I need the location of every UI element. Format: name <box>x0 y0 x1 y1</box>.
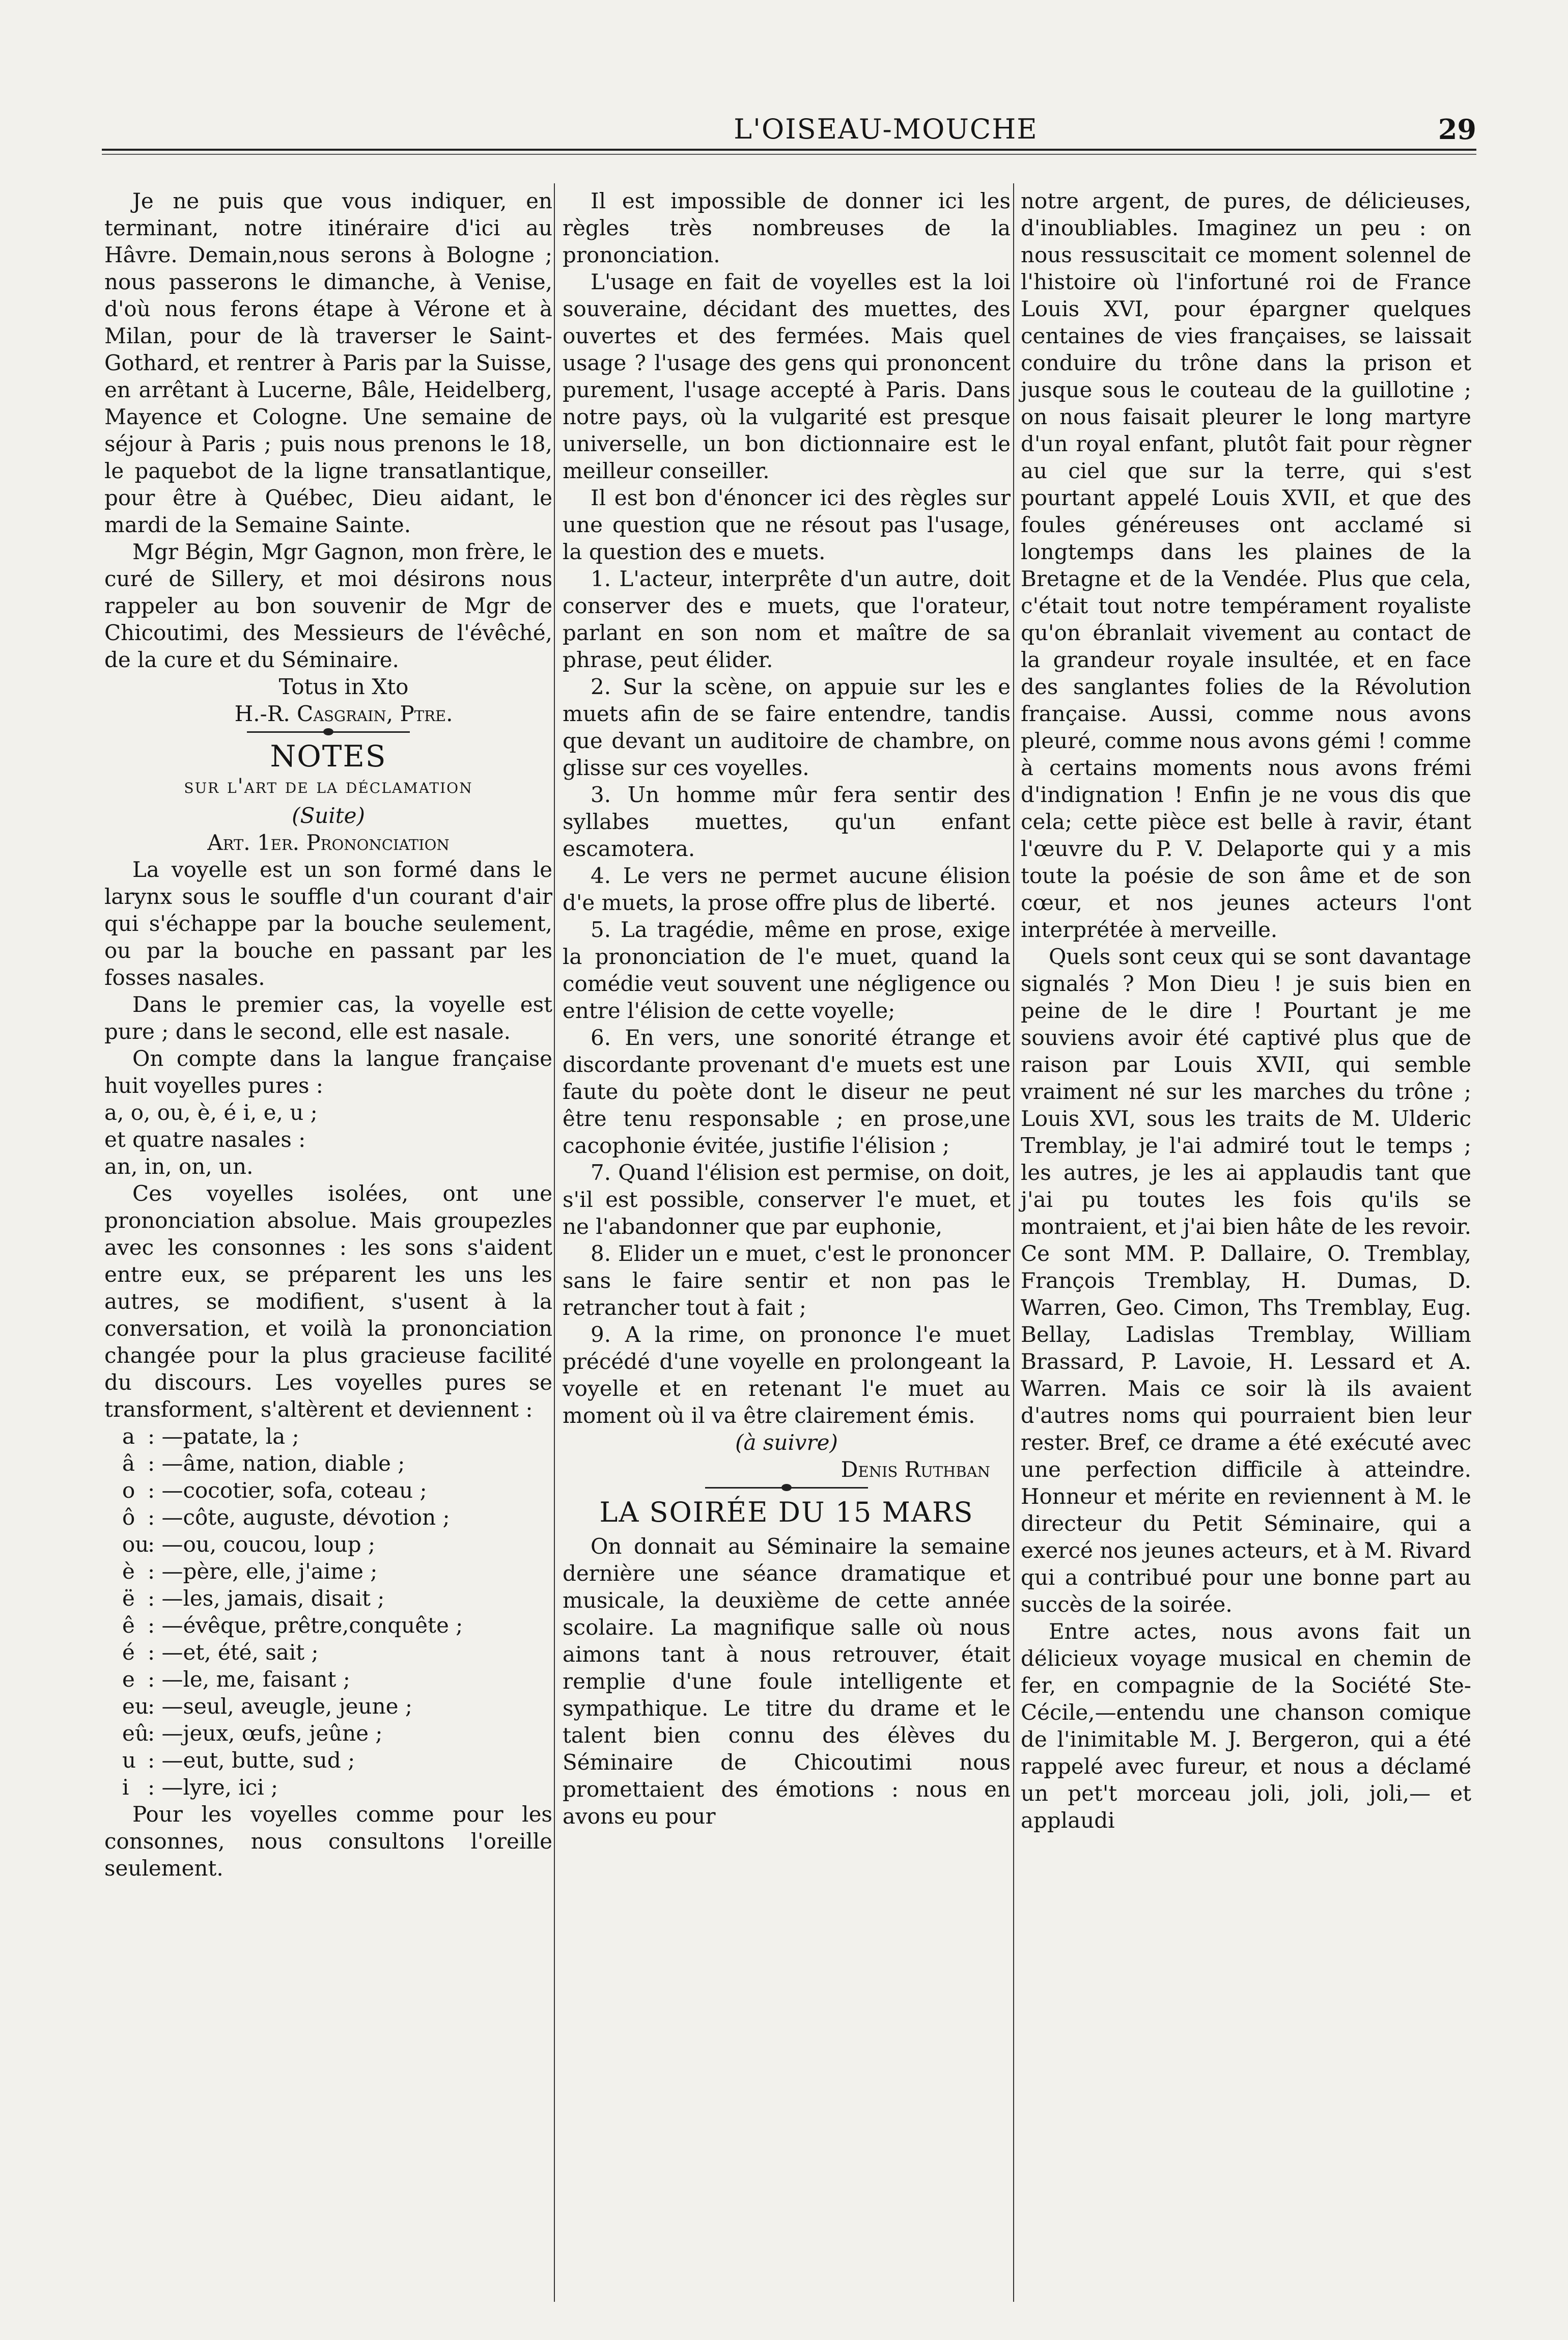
column-1 <box>104 187 552 1882</box>
vowel-examples: : —côte, auguste, dévotion ; <box>148 1505 450 1530</box>
article-heading: Art. 1er. Prononciation <box>207 830 450 855</box>
vowel-item <box>122 1666 552 1693</box>
notes-final-paragraph: Pour les voyelles comme pour les consonnes, nous consultons l'oreille seulement. <box>104 1802 552 1881</box>
vowel-examples: : —seul, aveugle, jeune ; <box>148 1694 412 1719</box>
vowel-examples: : —cocotier, sofa, coteau ; <box>148 1478 427 1503</box>
letter-closing: Totus in Xto <box>278 674 409 699</box>
vowel: ê <box>122 1613 135 1638</box>
vowel-examples: : —les, jamais, disait ; <box>148 1586 385 1611</box>
notes-paragraph: On compte dans la langue française huit voyelles pures : <box>104 1046 552 1098</box>
vowel-item <box>122 1504 552 1531</box>
column-2 <box>563 187 1011 1830</box>
vowel-item <box>122 1747 552 1774</box>
vowel: i <box>122 1775 129 1800</box>
spacer <box>563 1529 1011 1533</box>
vowel-item <box>122 1693 552 1720</box>
vowel-examples: : —lyre, ici ; <box>148 1775 278 1800</box>
rule-paragraph: 3. Un homme mûr fera sentir des syllabes muettes, qu'un enfant escamotera. <box>563 782 1011 861</box>
letter-paragraph: Mgr Bégin, Mgr Gagnon, mon frère, le curé de Sillery, et moi désirons nous rappeler au bon souvenir de Mgr de Chicoutimi, des Messieurs de l'évêché, de la cure et du Séminaire. <box>104 539 552 672</box>
vowel-item <box>122 1531 552 1558</box>
page-number: 29 <box>1438 113 1476 146</box>
pure-vowels: a, o, ou, è, é i, e, u ; <box>104 1100 318 1125</box>
article-paragraph: L'usage en fait de voyelles est la loi souveraine, décidant des muettes, des ouvertes et des fermées. Mais quel usage ? l'usage des gens qui prononcent purement, l'usage accepté à Paris. Dans notre pays, où la vulgarité est presque universelle, un bon dictionnaire est le meilleur conseiller. <box>563 269 1011 483</box>
vowel-examples: : —jeux, œufs, jeûne ; <box>148 1721 383 1746</box>
vowel-item <box>122 1612 552 1639</box>
vowel: u <box>122 1748 136 1773</box>
vowel-examples: : —et, été, sait ; <box>148 1640 319 1665</box>
rule-paragraph: 4. Le vers ne permet aucune élision d'e muets, la prose offre plus de liberté. <box>563 863 1011 915</box>
ornament-divider <box>705 1487 868 1494</box>
vowel-examples: : —père, elle, j'aime ; <box>148 1559 378 1584</box>
rule-paragraph: 7. Quand l'élision est permise, on doit, s'il est possible, conserver l'e muet, et ne l'abandonner que par euphonie, <box>563 1160 1011 1239</box>
vowel-examples: : —patate, la ; <box>148 1424 299 1449</box>
letter-paragraph: Je ne puis que vous indiquer, en terminant, notre itinéraire d'ici au Hâvre. Demain,nous serons à Bologne ; nous passerons le dimanche, à Venise, d'où nous ferons étape à Vérone et à Milan, pour de là traverser le Saint-Gothard, et rentrer à Paris par la Suisse, en arrêtant à Lucerne, Bâle, Heidelberg, Mayence et Cologne. Une semaine de séjour à Paris ; puis nous prenons le 18, le paquebot de la ligne transatlantique, pour être à Québec, Dieu aidant, le mardi de la Semaine Sainte. <box>104 188 552 537</box>
vowel: è <box>122 1559 135 1584</box>
nasal-intro: et quatre nasales : <box>104 1127 306 1152</box>
rule-paragraph: 1. L'acteur, interprête d'un autre, doit conserver des e muets, que l'orateur, parlant en son nom et maître de sa phrase, peut élider. <box>563 566 1011 672</box>
page-header <box>102 113 1476 149</box>
header-rule <box>102 149 1476 151</box>
vowel-item <box>122 1774 552 1801</box>
vowel: a <box>122 1424 135 1449</box>
notes-paragraph: Dans le premier cas, la voyelle est pure ; dans le second, elle est nasale. <box>104 992 552 1044</box>
a-suivre: (à suivre) <box>735 1430 838 1455</box>
vowel: eû <box>122 1721 149 1746</box>
vowel-examples: : —âme, nation, diable ; <box>148 1451 405 1476</box>
header-rule-thin <box>102 154 1476 155</box>
vowel: ou <box>122 1532 149 1557</box>
column-separator <box>1013 183 1014 2302</box>
vowel: ë <box>122 1586 135 1611</box>
vowel-item <box>122 1720 552 1747</box>
vowel-item <box>122 1450 552 1477</box>
vowel-examples: : —le, me, faisant ; <box>148 1667 350 1692</box>
soiree-paragraph: Entre actes, nous avons fait un délicieux voyage musical en chemin de fer, en compagnie de la Société Ste-Cécile,—entendu une chanson comique de l'inimitable M. J. Bergeron, qui a été rappelé avec fureur, et nous a déclamé un pet't morceau joli, joli, joli,— et applaudi <box>1021 1619 1471 1833</box>
soiree-title: LA SOIRÉE DU 15 MARS <box>599 1496 974 1528</box>
ornament-divider <box>247 731 410 738</box>
vowel: eu <box>122 1694 149 1719</box>
rule-paragraph: 9. A la rime, on prononce l'e muet précédé d'une voyelle en prolongeant la voyelle et en retenant l'e muet au moment où il va être clairement émis. <box>563 1322 1011 1428</box>
vowel-item <box>122 1558 552 1585</box>
nasal-vowels: an, in, on, un. <box>104 1154 254 1179</box>
vowel-item <box>122 1423 552 1450</box>
column-3 <box>1021 187 1471 1834</box>
vowel-examples: : —évêque, prêtre,conquête ; <box>148 1613 463 1638</box>
column-separator <box>554 183 555 2302</box>
notes-paragraph: La voyelle est un son formé dans le larynx sous le souffle d'un courant d'air qui s'échappe par la bouche seulement, ou par la bouche en passant par les fosses nasales. <box>104 857 552 990</box>
vowel-item <box>122 1477 552 1504</box>
article-paragraph: Il est bon d'énoncer ici des règles sur une question que ne résout pas l'usage, la question des e muets. <box>563 485 1011 564</box>
vowel: e <box>122 1667 135 1692</box>
vowel-examples: : —ou, coucou, loup ; <box>148 1532 376 1557</box>
article-author: Denis Ruthban <box>841 1457 990 1482</box>
vowel: â <box>122 1451 135 1476</box>
vowel: ô <box>122 1505 135 1530</box>
notes-suite: (Suite) <box>292 803 365 828</box>
letter-signature: H.-R. Casgrain, Ptre. <box>234 701 453 726</box>
soiree-paragraph: Quels sont ceux qui se sont davantage signalés ? Mon Dieu ! je suis bien en peine de le dire ! Pourtant je me souviens avoir été captivé plus que de raison par Louis XVII, qui semble vraiment né sur les marches du trône ; Louis XVI, sous les traits de M. Ulderic Tremblay, je l'ai admiré tout le temps ; les autres, je les ai applaudis tant que j'ai pu toutes les fois qu'ils se montraient, et j'ai bien hâte de les revoir. Ce sont MM. P. Dallaire, O. Tremblay, François Tremblay, H. Dumas, D. Warren, Geo. Cimon, Ths Tremblay, Eug. Bellay, Ladislas Tremblay, William Brassard, P. Lavoie, H. Lessard et A. Warren. Mais ce soir là ils avaient d'autres noms qui pourraient bien leur rester. Bref, ce drame a été exécuté avec une perfection difficile à atteindre. Honneur et mérite en reviennent à M. le directeur du Petit Séminaire, qui a exercé nos jeunes acteurs, et à M. Rivard qui a contribué pour une bonne part au succès de la soirée. <box>1021 944 1471 1617</box>
notes-subtitle: sur l'art de la déclamation <box>184 775 473 798</box>
vowel-examples: : —eut, butte, sud ; <box>148 1748 355 1773</box>
vowel: é <box>122 1640 135 1665</box>
vowel-item <box>122 1585 552 1612</box>
running-title: L'OISEAU-MOUCHE <box>734 113 1038 145</box>
vowel: o <box>122 1478 135 1503</box>
notes-title: NOTES <box>270 739 387 774</box>
soiree-paragraph: On donnait au Séminaire la semaine dernière une séance dramatique et musicale, la deuxième de cette année scolaire. La magnifique salle où nous aimons tant à nous retrouver, était remplie d'une foule intelligente et sympathique. Le titre du drame et le talent bien connu des élèves du Séminaire de Chicoutimi nous promettaient des émotions : nous en avons eu pour <box>563 1534 1011 1829</box>
rule-paragraph: 6. En vers, une sonorité étrange et discordante provenant d'e muets est une faute du poète dont le diseur ne peut être tenu responsable ; en prose,une cacophonie évitée, justifie l'élision ; <box>563 1025 1011 1158</box>
vowel-item <box>122 1639 552 1666</box>
transform-paragraph: Ces voyelles isolées, ont une prononciation absolue. Mais groupezles avec les consonnes : les sons s'aident entre eux, se préparent les uns les autres, se modifient, s'usent à la conversation, et voilà la prononciation changée pour la plus gracieuse facilité du discours. Les voyelles pures se transforment, s'altèrent et deviennent : <box>104 1181 552 1422</box>
rule-paragraph: 5. La tragédie, même en prose, exige la prononciation de l'e muet, quand la comédie veut souvent une négligence ou entre l'élision de cette voyelle; <box>563 917 1011 1023</box>
article-paragraph: Il est impossible de donner ici les règles très nombreuses de la prononciation. <box>563 188 1011 267</box>
vowel-list <box>104 1423 552 1801</box>
rule-paragraph: 8. Elider un e muet, c'est le prononcer sans le faire sentir et non pas le retrancher tout à fait ; <box>563 1241 1011 1320</box>
rule-paragraph: 2. Sur la scène, on appuie sur les e muets afin de se faire entendre, tandis que devant un auditoire de chambre, on glisse sur ces voyelles. <box>563 674 1011 780</box>
soiree-continued-paragraph: notre argent, de pures, de délicieuses, d'inoubliables. Imaginez un peu : on nous ressuscitait ce moment solennel de l'histoire où l'infortuné roi de France Louis XVI, pour épargner quelques centaines de vies françaises, se laissait conduire du trône dans la prison et jusque sous le couteau de la guillotine ; on nous faisait pleurer le long martyre d'un royal enfant, plutôt fait pour règner au ciel que sur la terre, qui s'est pourtant appelé Louis XVII, et que des foules généreuses ont acclamé si longtemps dans les plaines de la Bretagne et de la Vendée. Plus que cela, c'était tout notre tempérament royaliste qu'on ébranlait vivement au contact de la grandeur royale insultée, et en face des sanglantes folies de la Révolution française. Aussi, comme nous avons pleuré, comme nous avons gémi ! comme à certains moments nous avons frémi d'indignation ! Enfin je ne vous dis que cela; cette pièce est belle à ravir, étant l'œuvre du P. V. Delaporte qui y a mis toute la poésie de son âme et de son cœur, et nos jeunes acteurs l'ont interprétée à merveille. <box>1021 188 1471 942</box>
